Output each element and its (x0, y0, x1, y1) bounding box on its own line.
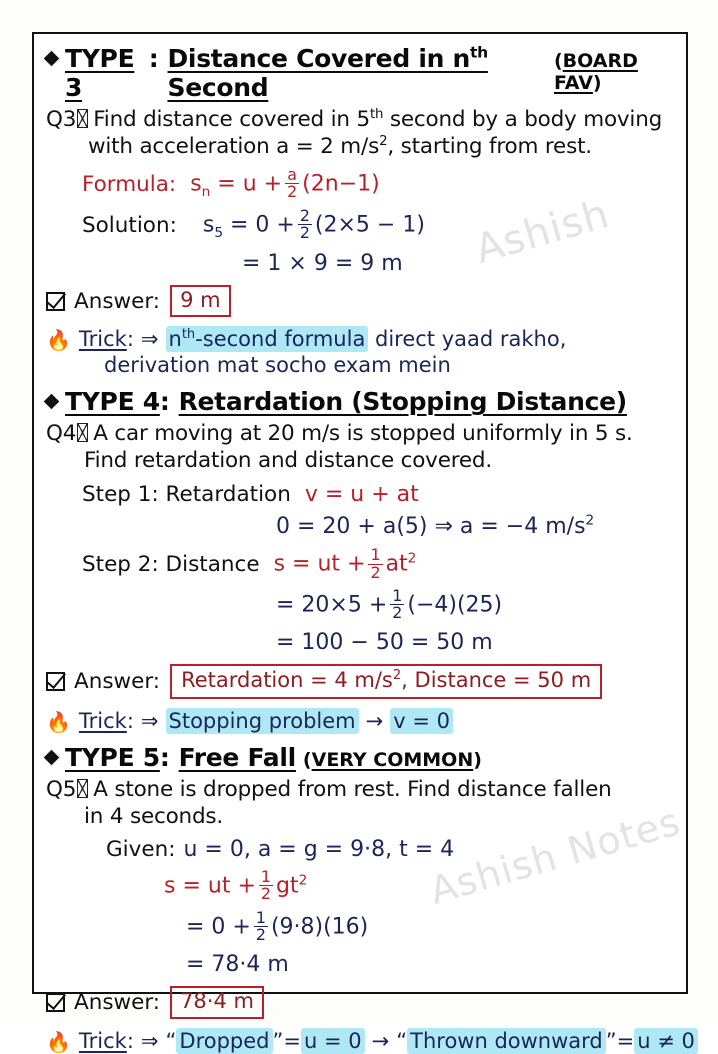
diamond-bullet-icon (44, 51, 60, 67)
work-line3-5: = 78·4 m (186, 952, 289, 978)
answer-value-5: 78·4 m (170, 986, 264, 1019)
step2-row-4 (46, 545, 676, 582)
single-arrow-icon: → (365, 708, 384, 733)
notes-content (34, 34, 695, 1054)
heading-type-4 (46, 387, 676, 416)
checkbox-checked-icon (46, 292, 65, 311)
type-label-5: TYPE 5 (65, 742, 160, 772)
heading-tag-3: (BOARD FAV) (553, 50, 638, 94)
trick-highlight-4b: v = 0 (390, 708, 453, 734)
given-label-5: Given: (106, 836, 176, 862)
heading-title-4: Retardation (Stopping Distance) (178, 387, 627, 417)
solution-label-3: Solution: (82, 212, 177, 238)
formula-row-3 (46, 165, 676, 202)
step2-line2-4: = 20×5 + $\frac{1}{2}$ (−4)(25) (276, 585, 503, 622)
question-line-3b: with acceleration a = 2 $m/s^2$, starting from rest. (88, 133, 592, 159)
given-value-5: u = 0, a = g = 9·8, t = 4 (183, 836, 455, 862)
trick-label-5: Trick (78, 1029, 127, 1054)
trick-label-3: Trick (78, 327, 127, 352)
step1-work-4: 0 = 20 + a(5) ⇒ a = −4 $m/s^2$ (276, 513, 595, 540)
type-label-4: TYPE 4 (65, 387, 160, 417)
heading-colon-3: : (148, 44, 159, 73)
solution-line-3b: = 1 × 9 = 9 m (242, 250, 403, 276)
answer-value-4: Retardation = 4 $m/s^2$, Distance = 50 m (170, 664, 602, 699)
answer-row-3 (46, 285, 676, 318)
trick-row-4 (46, 709, 676, 733)
step2-label-4: Step 2: Distance (82, 552, 260, 578)
trick-highlight-5c: Thrown downward (407, 1028, 606, 1054)
question-line-5b: in 4 seconds. (84, 803, 224, 829)
trick-text-4 (166, 709, 453, 733)
heading-title-3: Distance Covered in $n^{th}$ Second (167, 43, 488, 102)
missing-glyph-icon (77, 779, 88, 798)
missing-glyph-icon (77, 423, 88, 442)
missing-glyph-icon (77, 109, 88, 128)
heading-title-5: Free Fall (178, 742, 296, 772)
question-line-4a: Q4 A car moving at 20 m/s is stopped uniformly in 5 s. (46, 421, 633, 447)
trick-highlight-5a: Dropped (176, 1028, 272, 1054)
trick-line-3b: derivation mat socho exam mein (104, 353, 451, 378)
step2-line3-4: = 100 − 50 = 50 m (276, 630, 493, 656)
watermark-ashish-notes: Ashish Notes (424, 799, 686, 913)
trick-text-5: “ Dropped ”= u = 0 → “ Thrown downward ”= u ≠ 0 (166, 1029, 698, 1053)
flame-icon: 🔥 (46, 1030, 71, 1054)
heading-tag-5: (VERY COMMON) (302, 748, 482, 771)
type-label-3: TYPE 3 (65, 44, 135, 102)
heading-type-5 (46, 743, 676, 772)
trick-colon-3: : (126, 327, 134, 352)
trick-highlight-4a: Stopping problem (166, 708, 359, 734)
trick-colon-4: : (126, 708, 134, 733)
double-arrow-icon: ⇒ (140, 1029, 159, 1054)
trick-row-3 (46, 327, 676, 351)
answer-row-5 (46, 986, 676, 1019)
solution-expression-3: $s_5 = 0$ + $\frac{2}{2}$ (2×5 − 1) (202, 206, 425, 243)
diamond-bullet-icon (44, 394, 60, 410)
trick-text-3: $n^{th}$-second formula direct yaad rakho, (166, 327, 567, 351)
step1-row-4 (46, 482, 676, 507)
watermark-ashish: Ashish (470, 191, 615, 273)
trick-highlight-5d: u ≠ 0 (634, 1028, 698, 1054)
question-line-4b: Find retardation and distance covered. (84, 448, 493, 474)
work-line2-5: = 0 + $\frac{1}{2}$ (9·8)(16) (186, 908, 369, 945)
step1-formula-4: v = u + at (304, 482, 419, 508)
flame-icon: 🔥 (46, 328, 71, 353)
checkbox-checked-icon (46, 672, 65, 691)
step2-formula-4: s = ut + $\frac{1}{2}$ $at^2$ (273, 545, 417, 582)
answer-label-5: Answer: (74, 990, 161, 1016)
heading-colon-4: : (159, 387, 170, 417)
question-line-3a: Q3 Find distance covered in 5th second by a body moving (46, 106, 663, 132)
heading-colon-5: : (159, 742, 170, 772)
double-arrow-icon: ⇒ (140, 708, 159, 733)
solution-row-3 (46, 206, 676, 243)
trick-highlight-3: $n^{th}$-second formula (166, 326, 369, 352)
answer-label-4: Answer: (74, 668, 161, 694)
checkbox-checked-icon (46, 993, 65, 1012)
trick-label-4: Trick (78, 708, 127, 733)
note-sheet-border (32, 32, 695, 1054)
answer-value-3: 9 m (170, 285, 231, 318)
work-formula-5: s = ut + $\frac{1}{2}$ $gt^2$ (164, 866, 308, 903)
answer-label-3: Answer: (74, 288, 161, 314)
trick-highlight-5b: u = 0 (301, 1028, 365, 1054)
single-arrow-icon: → (371, 1029, 390, 1054)
heading-type-3 (46, 44, 676, 102)
flame-icon: 🔥 (46, 709, 71, 734)
trick-row-5 (46, 1029, 695, 1054)
diamond-bullet-icon (44, 750, 60, 766)
given-row-5 (46, 837, 676, 862)
question-line-5a: Q5 A stone is dropped from rest. Find distance fallen (46, 776, 612, 802)
formula-label-3: Formula: (82, 171, 177, 197)
double-arrow-icon: ⇒ (140, 327, 159, 352)
trick-colon-5: : (126, 1029, 134, 1054)
formula-expression-3: $s_n = u$ + $\frac{a}{2}$ (2n−1) (190, 165, 380, 202)
answer-row-4 (46, 664, 676, 699)
step1-label-4: Step 1: Retardation (82, 482, 291, 508)
